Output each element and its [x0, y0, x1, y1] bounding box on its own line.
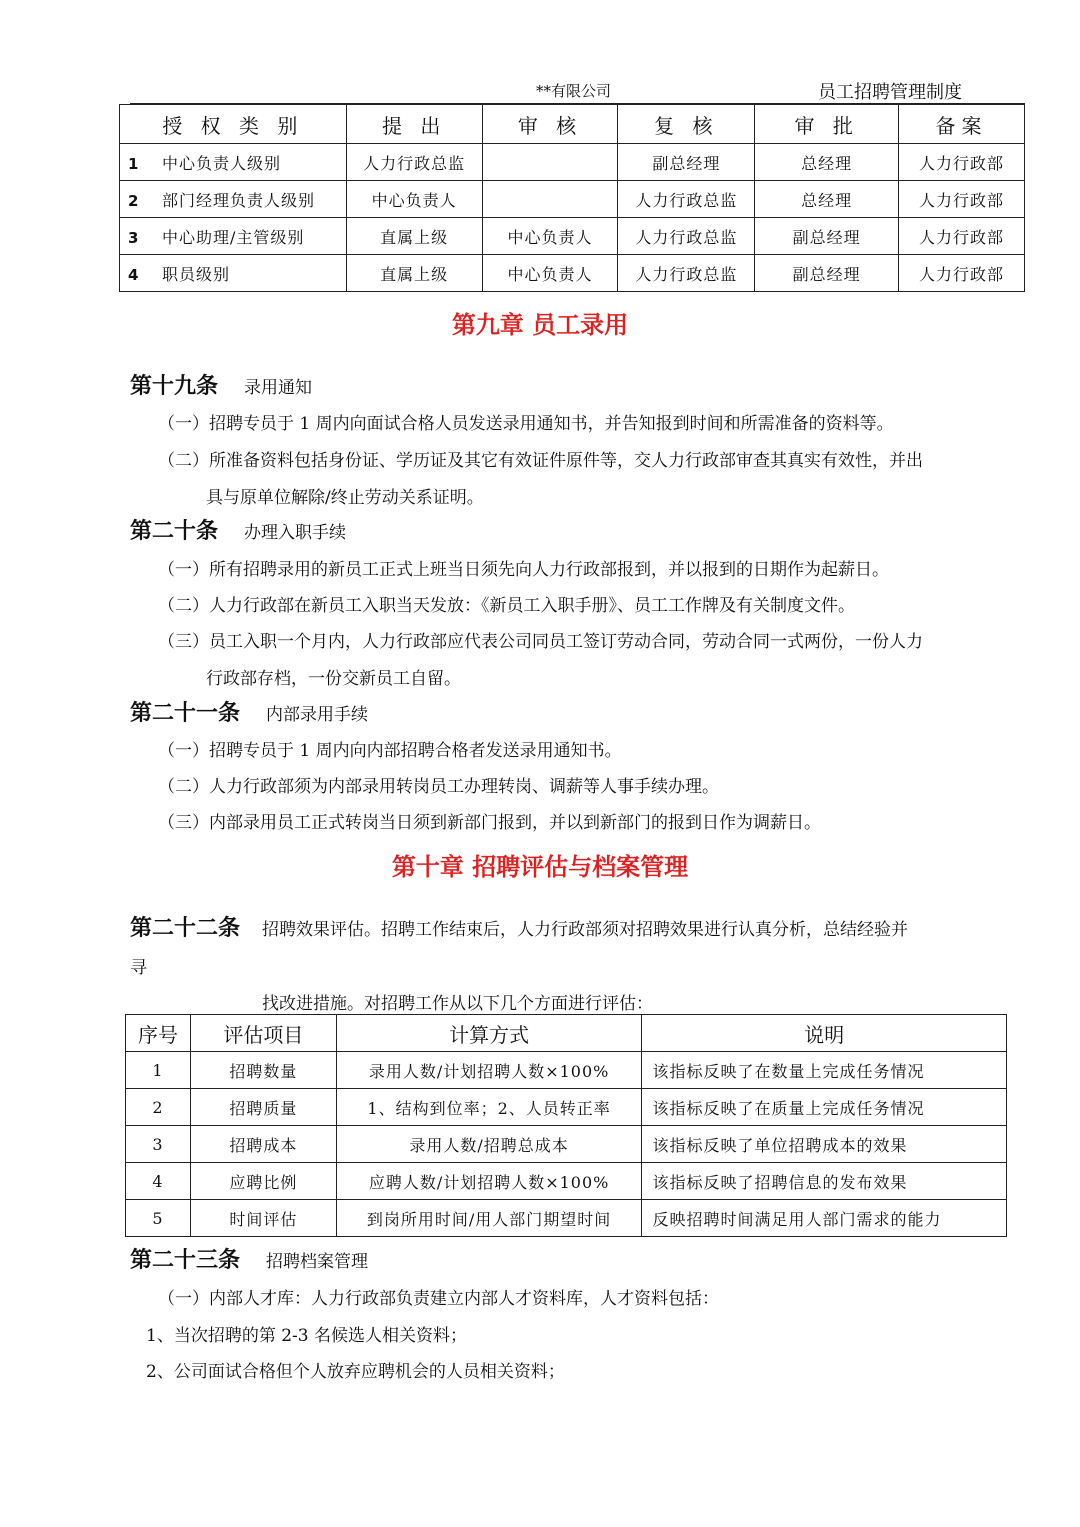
article-19-item-1: （一）招聘专员于 1 周内向面试合格人员发送录用通知书，并告知报到时间和所需准备的资料等。 [158, 414, 894, 434]
cell-item: 招聘成本 [190, 1126, 336, 1163]
cell-item: 应聘比例 [190, 1163, 336, 1200]
header-doc-title: 员工招聘管理制度 [818, 82, 962, 103]
article-22-subtitle: 招聘效果评估。招聘工作结束后，人力行政部须对招聘效果进行认真分析，总结经验并 [262, 920, 909, 940]
cell-review: 中心负责人 [482, 218, 618, 255]
cell-desc: 该指标反映了在质量上完成任务情况 [642, 1089, 1007, 1126]
article-20-item-2: （二）人力行政部在新员工入职当天发放：《新员工入职手册》、员工工作牌及有关制度文件。 [158, 596, 855, 616]
article-22-cont-1: 寻 [130, 958, 147, 978]
col-header-approve: 审 批 [755, 105, 899, 144]
cell-approve: 总经理 [755, 181, 899, 218]
cell-desc: 该指标反映了招聘信息的发布效果 [642, 1163, 1007, 1200]
level-label: 中心负责人级别 [162, 153, 282, 173]
table-row [120, 144, 1025, 181]
cell-level [120, 218, 347, 255]
article-21-subtitle: 内部录用手续 [266, 705, 369, 725]
article-20-subtitle: 办理入职手续 [244, 523, 347, 543]
cell-no: 2 [126, 1089, 191, 1126]
table-row [120, 218, 1025, 255]
cell-desc: 反映招聘时间满足用人部门需求的能力 [642, 1200, 1007, 1237]
cell-approve: 副总经理 [755, 218, 899, 255]
level-label: 中心助理/主管级别 [162, 227, 305, 247]
cell-approve: 副总经理 [755, 255, 899, 292]
article-23-item-1: （一）内部人才库：人力行政部负责建立内部人才资料库，人才资料包括： [158, 1289, 719, 1309]
col-header-review: 审 核 [482, 105, 618, 144]
cell-propose: 直属上级 [346, 218, 482, 255]
row-number: 3 [128, 228, 139, 247]
cell-item: 时间评估 [190, 1200, 336, 1237]
article-19-subtitle: 录用通知 [244, 378, 313, 398]
cell-level [120, 255, 347, 292]
chapter-9-title: 第九章 员工录用 [451, 311, 629, 339]
cell-file: 人力行政部 [899, 255, 1025, 292]
article-20-item-3-cont: 行政部存档，一份交新员工自留。 [206, 669, 461, 689]
table-row [126, 1163, 1007, 1200]
col-header-file: 备案 [899, 105, 1025, 144]
article-21-item-3: （三）内部录用员工正式转岗当日须到新部门报到，并以到新部门的报到日作为调薪日。 [158, 813, 821, 833]
article-23-list-item-2: 2、公司面试合格但个人放弃应聘机会的人员相关资料； [146, 1362, 565, 1382]
col-header-recheck: 复 核 [618, 105, 755, 144]
evaluation-table [125, 1014, 1007, 1237]
table-row [126, 1052, 1007, 1089]
table-header-row [120, 105, 1025, 144]
chapter-10-title: 第十章 招聘评估与档案管理 [391, 853, 689, 881]
cell-review [482, 144, 618, 181]
cell-desc: 该指标反映了单位招聘成本的效果 [642, 1126, 1007, 1163]
article-19-heading [130, 369, 312, 400]
row-number: 1 [128, 154, 139, 173]
col-header-desc: 说明 [642, 1015, 1007, 1052]
cell-recheck: 副总经理 [618, 144, 755, 181]
authorization-table [119, 104, 1025, 292]
article-20-title: 第二十条 [130, 519, 219, 544]
cell-method: 到岗所用时间/用人部门期望时间 [336, 1200, 642, 1237]
table-row [126, 1089, 1007, 1126]
cell-item: 招聘质量 [190, 1089, 336, 1126]
cell-method: 录用人数/招聘总成本 [336, 1126, 642, 1163]
cell-propose: 直属上级 [346, 255, 482, 292]
article-19-item-2: （二）所准备资料包括身份证、学历证及其它有效证件原件等，交人力行政部审查其真实有效性，并出 [158, 451, 923, 471]
article-23-title: 第二十三条 [130, 1248, 241, 1273]
cell-propose: 人力行政总监 [346, 144, 482, 181]
article-21-title: 第二十一条 [130, 701, 241, 726]
table-row [126, 1200, 1007, 1237]
level-label: 职员级别 [162, 264, 231, 284]
table-header-row [126, 1015, 1007, 1052]
article-20-heading [130, 514, 346, 545]
cell-level [120, 144, 347, 181]
article-19-title: 第十九条 [130, 374, 219, 399]
cell-level [120, 181, 347, 218]
cell-file: 人力行政部 [899, 181, 1025, 218]
row-number: 2 [128, 191, 139, 210]
article-19-item-2-cont: 具与原单位解除/终止劳动关系证明。 [206, 488, 484, 508]
article-21-item-1: （一）招聘专员于 1 周内向内部招聘合格者发送录用通知书。 [158, 741, 622, 761]
cell-review [482, 181, 618, 218]
cell-no: 1 [126, 1052, 191, 1089]
article-20-item-3: （三）员工入职一个月内，人力行政部应代表公司同员工签订劳动合同，劳动合同一式两份，一份人力 [158, 632, 923, 652]
article-20-item-1: （一）所有招聘录用的新员工正式上班当日须先向人力行政部报到，并以报到的日期作为起薪日。 [158, 560, 889, 580]
table-row [120, 181, 1025, 218]
cell-method: 应聘人数/计划招聘人数×100% [336, 1163, 642, 1200]
col-header-item: 评估项目 [190, 1015, 336, 1052]
col-header-category: 授 权 类 别 [120, 105, 347, 144]
article-23-heading [130, 1243, 368, 1274]
col-header-propose: 提 出 [346, 105, 482, 144]
article-21-heading [130, 696, 368, 727]
cell-method: 1、结构到位率；2、人员转正率 [336, 1089, 642, 1126]
cell-no: 4 [126, 1163, 191, 1200]
article-22-cont-2: 找改进措施。对招聘工作从以下几个方面进行评估： [262, 994, 653, 1014]
cell-propose: 中心负责人 [346, 181, 482, 218]
cell-recheck: 人力行政总监 [618, 181, 755, 218]
cell-desc: 该指标反映了在数量上完成任务情况 [642, 1052, 1007, 1089]
cell-no: 3 [126, 1126, 191, 1163]
cell-approve: 总经理 [755, 144, 899, 181]
article-23-subtitle: 招聘档案管理 [266, 1252, 369, 1272]
col-header-method: 计算方式 [336, 1015, 642, 1052]
table-row [120, 255, 1025, 292]
cell-file: 人力行政部 [899, 218, 1025, 255]
table-row [126, 1126, 1007, 1163]
level-label: 部门经理负责人级别 [162, 190, 316, 210]
cell-recheck: 人力行政总监 [618, 255, 755, 292]
cell-method: 录用人数/计划招聘人数×100% [336, 1052, 642, 1089]
cell-no: 5 [126, 1200, 191, 1237]
cell-file: 人力行政部 [899, 144, 1025, 181]
article-21-item-2: （二）人力行政部须为内部录用转岗员工办理转岗、调薪等人事手续办理。 [158, 777, 719, 797]
cell-item: 招聘数量 [190, 1052, 336, 1089]
col-header-no: 序号 [126, 1015, 191, 1052]
article-23-list-item-1: 1、当次招聘的第 2-3 名候选人相关资料； [146, 1326, 467, 1346]
cell-review: 中心负责人 [482, 255, 618, 292]
article-22-title: 第二十二条 [130, 916, 241, 941]
cell-recheck: 人力行政总监 [618, 218, 755, 255]
article-22-heading [130, 911, 908, 942]
row-number: 4 [128, 265, 139, 284]
header-company: **有限公司 [536, 82, 612, 100]
